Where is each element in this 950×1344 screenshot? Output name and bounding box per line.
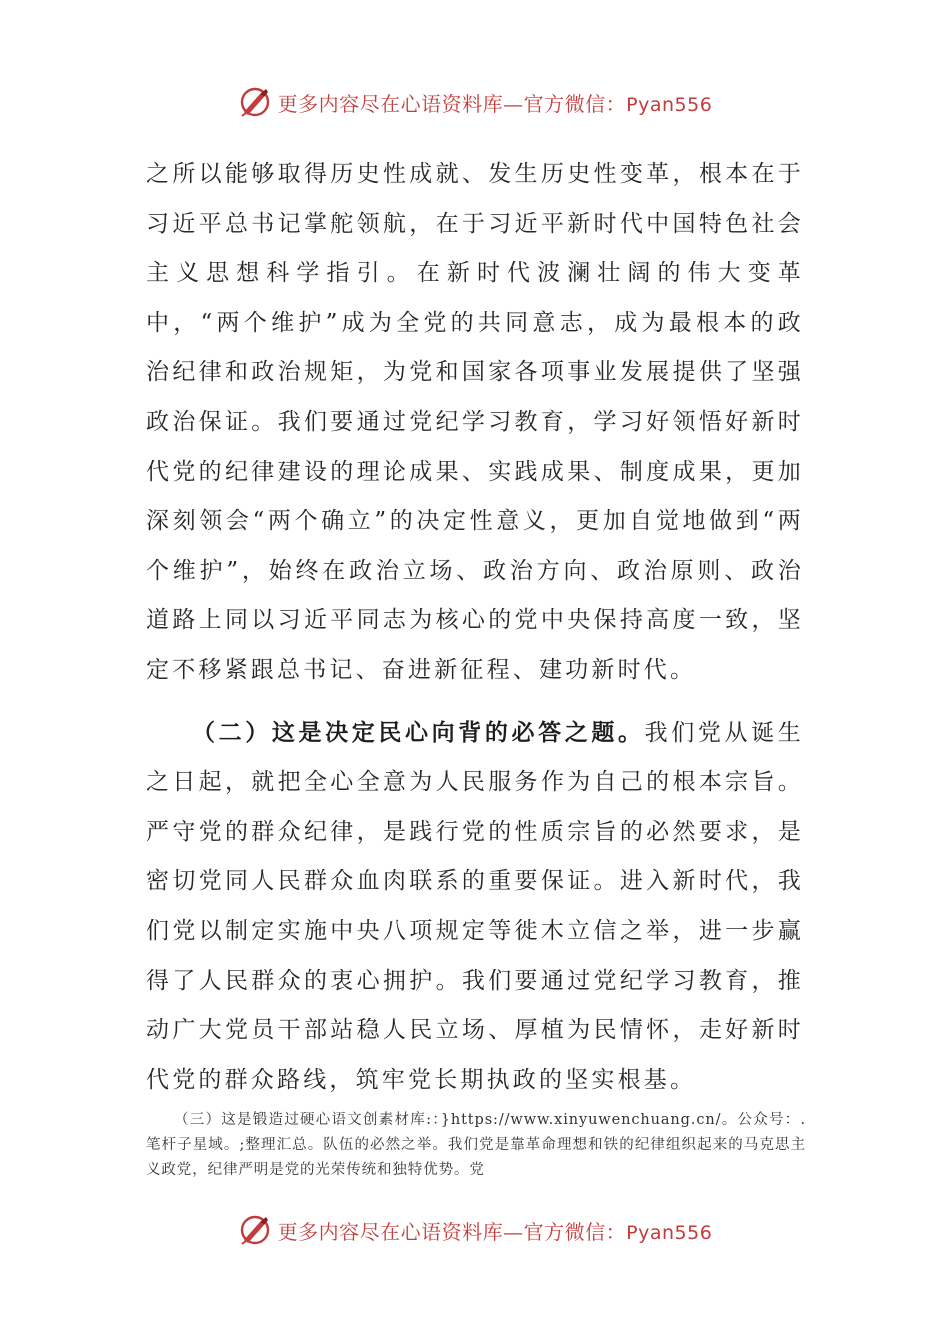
pen-logo-icon [238,85,272,119]
paragraph-1 [146,150,804,696]
pen-logo-icon [238,1213,272,1247]
banner-text: 更多内容尽在心语资料库—官方微信：Pyan556 [277,91,713,116]
paragraph-2 [146,708,804,1106]
header-banner [0,82,950,122]
section-heading-2: （二）这是决定民心向背的必答之题。 [192,718,645,746]
document-body [146,150,804,1105]
wechat-id: Pyan556 [626,1221,713,1244]
paragraph-text: 之所以能够取得历史性成就、发生历史性变革，根本在于习近平总书记掌舵领航，在于习近平新时代中国特色社会主义思想科学指引。在新时代波澜壮阔的伟大变革中，“两个维护”成为全党的共同意志，成为最根本的政治纪律和政治规矩，为党和国家各项事业发展提供了坚强政治保证。我们要通过党纪学习教育，学习好领悟好新时代党的纪律建设的理论成果、实践成果、制度成果，更加深刻领会“两个确立”的决定性意义，更加自觉地做到“两个维护”，始终在政治立场、政治方向、政治原则、政治道路上同以习近平同志为核心的党中央保持高度一致，坚定不移紧跟总书记、奋进新征程、建功新时代。 [146,161,804,683]
wechat-id: Pyan556 [626,93,713,116]
banner-text: 更多内容尽在心语资料库—官方微信：Pyan556 [277,1219,713,1244]
section-3-paragraph: （三）这是锻造过硬心语文创素材库:：}https://www.xinyuwenchuang.cn/。公众号：.笔杆子星域。;整理汇总。队伍的必然之举。我们党是靠革命理想和铁的纪律组织起来的马克思主义政党，纪律严明是党的光荣传统和独特优势。党 [146,1112,806,1178]
paragraph-text: 我们党从诞生之日起，就把全心全意为人民服务作为自己的根本宗旨。严守党的群众纪律，是践行党的性质宗旨的必然要求，是密切党同人民群众血肉联系的重要保证。进入新时代，我们党以制定实施中央八项规定等徙木立信之举，进一步赢得了人民群众的衷心拥护。我们要通过党纪学习教育，推动广大党员干部站稳人民立场、厚植为民情怀，走好新时代党的群众路线，筑牢党长期执政的坚实根基。 [146,719,804,1093]
footer-banner [0,1210,950,1250]
